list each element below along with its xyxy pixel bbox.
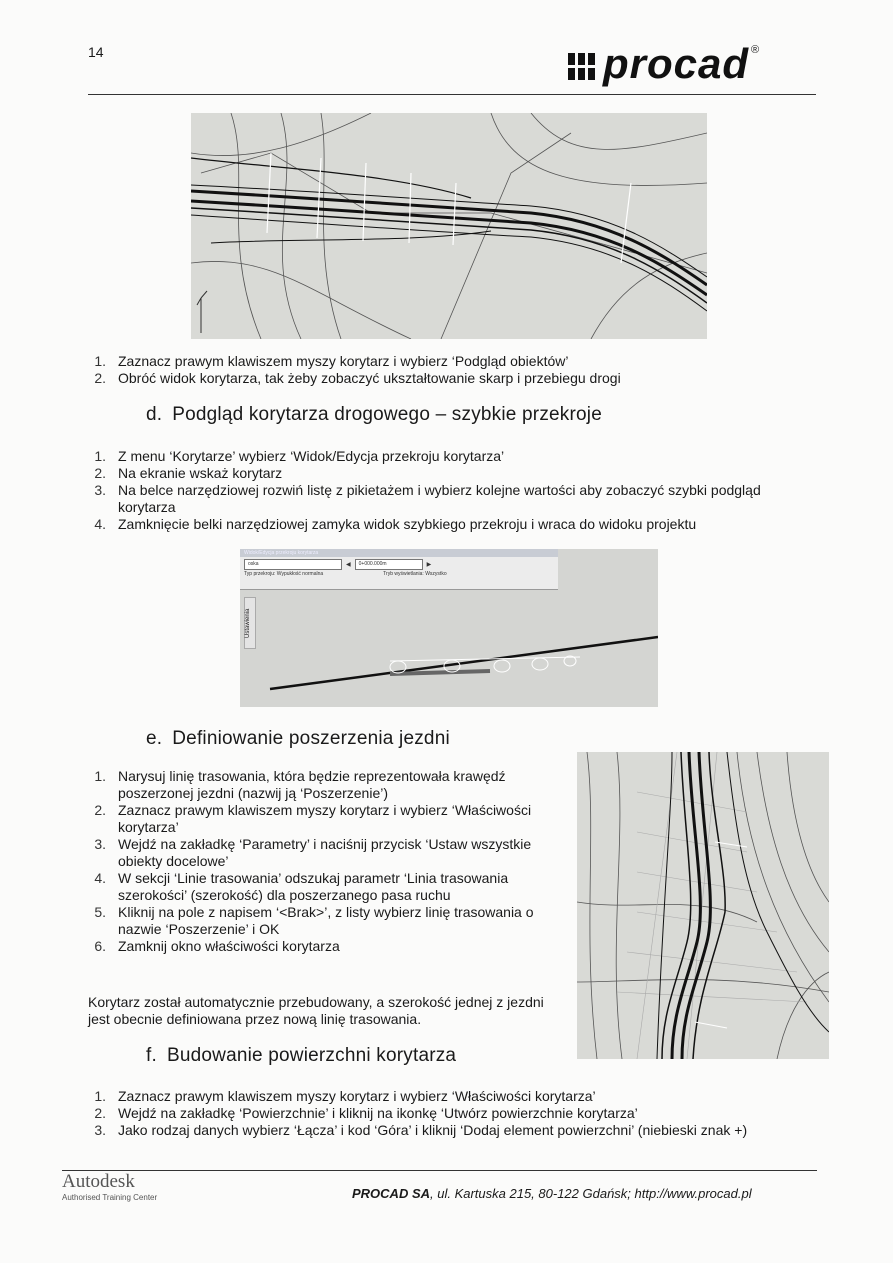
procad-logo [568,40,760,87]
section-e-paragraph: Korytarz został automatycznie przebudowany, a szerokość jednej z jezdni jest obecnie definiowana przez nową linię trasowania. [88,994,544,1027]
section-e-heading [146,728,450,750]
footer-address [352,1186,752,1201]
step-text: Na ekranie wskaż korytarz [118,465,283,481]
step-text: Zaznacz prawym klawiszem myszy korytarz i wybierz ‘Właściwości korytarza’ [118,1088,596,1104]
step-text: Z menu ‘Korytarze’ wybierz ‘Widok/Edycja przekroju korytarza’ [118,448,505,464]
step-text: Zaznacz prawym klawiszem myszy korytarz i wybierz ‘Podgląd obiektów’ [118,353,569,369]
next-station-icon[interactable]: ▶ [426,561,432,568]
quick-section-figure [240,549,658,707]
station-dropdown[interactable]: 0+000.000m [355,559,423,570]
corridor-plan-figure [191,113,707,339]
step-number: 1. [94,768,106,784]
step-text: W sekcji ‘Linie trasowania’ odszukaj parametr ‘Linia trasowania szerokości’ (szerokość) dla poszerzanego pasa ruchu [118,870,509,903]
step-number: 5. [94,904,106,920]
settings-side-tab[interactable]: Ustawienia [244,597,256,649]
list-item [88,904,568,938]
list-item [88,768,568,802]
list-item [88,938,568,955]
step-text: Zamknięcie belki narzędziowej zamyka widok szybkiego przekroju i wraca do widoku projektu [118,516,697,532]
list-item [88,870,568,904]
page-number: 14 [88,44,104,60]
logo-text: procad [603,40,750,87]
section-d-steps [88,448,808,533]
step-text: Jako rodzaj danych wybierz ‘Łącza’ i kod ‘Góra’ i kliknij ‘Dodaj element powierzchni’ (niebieski znak +) [118,1122,748,1138]
section-e-steps [88,768,568,955]
list-item [88,482,808,516]
list-item [88,448,808,465]
header-rule [88,94,816,95]
display-mode: Tryb wyświetlania: Wszystko [383,571,447,577]
step-text: Obróć widok korytarza, tak żeby zobaczyć ukształtowanie skarp i przebiegu drogi [118,370,621,386]
list-item [88,1088,818,1105]
step-number: 6. [94,938,106,954]
step-text: Na belce narzędziowej rozwiń listę z pikietażem i wybierz kolejne wartości aby zobaczyć szybki podgląd korytarza [118,482,761,515]
step-number: 3. [94,482,106,498]
list-item [88,836,568,870]
footer-rule [62,1170,817,1171]
list-item [88,516,808,533]
section-type: Typ przekroju: Wypukłość normalna [244,571,324,577]
procad-logo-mark-icon [568,53,595,80]
section-c-steps [88,353,808,387]
step-number: 4. [94,516,106,532]
toolbar-title: Widok/Edycja przekroju korytarza [240,549,558,557]
section-letter: d. [146,404,163,425]
step-number: 2. [94,465,106,481]
section-title: Definiowanie poszerzenia jezdni [172,728,450,749]
list-item [88,802,568,836]
prev-station-icon[interactable]: ◀ [346,561,351,568]
step-number: 1. [94,353,106,369]
step-text: Wejdź na zakładkę ‘Parametry’ i naciśnij przycisk ‘Ustaw wszystkie obiekty docelowe’ [118,836,532,869]
step-text: Narysuj linię trasowania, która będzie reprezentowała krawędź poszerzonej jezdni (nazwij ją ‘Poszerzenie’) [118,768,506,801]
step-number: 2. [94,370,106,386]
step-text: Kliknij na pole z napisem ‘<Brak>’, z listy wybierz linię trasowania o nazwie ‘Poszerzenie’ i OK [118,904,534,937]
list-item [88,1122,818,1139]
autodesk-logo [62,1173,157,1202]
section-f-steps [88,1088,818,1139]
section-f-heading [146,1045,456,1067]
brand-subtitle: Authorised Training Center [62,1193,158,1202]
step-number: 1. [94,1088,106,1104]
list-item [88,353,808,370]
list-item [88,370,808,387]
alignment-dropdown[interactable]: oska [244,559,342,570]
logo-registered-mark: ® [751,44,760,56]
address-text: , ul. Kartuska 215, 80-122 Gdańsk; http://www.procad.pl [430,1186,752,1201]
widening-plan-figure [577,752,829,1059]
step-text: Zamknij okno właściwości korytarza [118,938,340,954]
list-item [88,1105,818,1122]
step-text: Wejdź na zakładkę ‘Powierzchnie’ i kliknij na ikonkę ‘Utwórz powierzchnie korytarza’ [118,1105,638,1121]
section-title: Podgląd korytarza drogowego – szybkie przekroje [172,404,602,425]
list-item [88,465,808,482]
section-d-heading [146,404,602,426]
step-number: 3. [94,1122,106,1138]
step-number: 4. [94,870,106,886]
section-title: Budowanie powierzchni korytarza [166,1045,457,1066]
step-number: 3. [94,836,106,852]
step-number: 2. [94,802,106,818]
step-text: Zaznacz prawym klawiszem myszy korytarz i wybierz ‘Właściwości korytarza’ [118,802,532,835]
company-name: PROCAD SA [352,1186,431,1201]
section-letter: e. [146,728,163,749]
step-number: 2. [94,1105,106,1121]
section-letter: f. [146,1045,157,1066]
brand-name: Autodesk [62,1171,135,1192]
step-number: 1. [94,448,106,464]
